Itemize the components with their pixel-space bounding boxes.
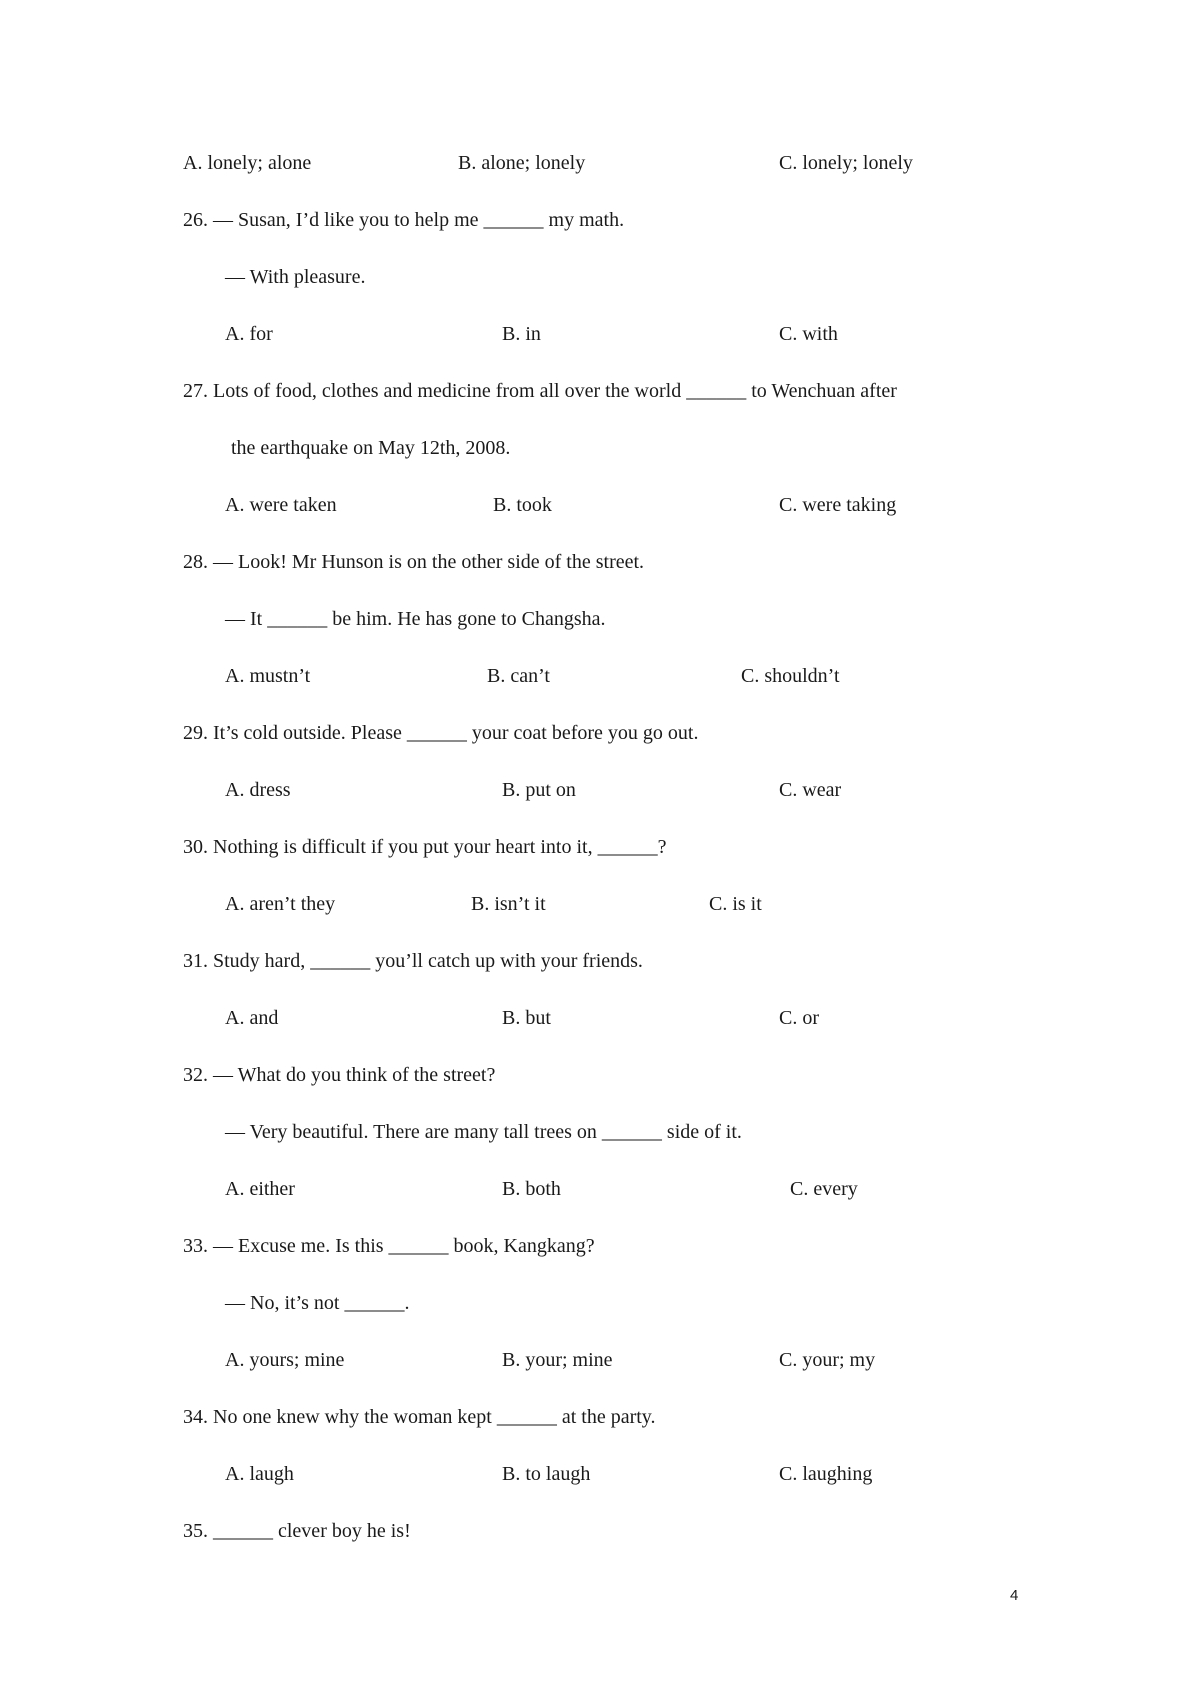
option-c: C. your; my bbox=[779, 1349, 876, 1371]
option-a: A. mustn’t bbox=[225, 665, 311, 687]
option-c: C. lonely; lonely bbox=[779, 152, 913, 174]
question-stem: 35. ______ clever boy he is! bbox=[183, 1520, 411, 1542]
option-c: C. were taking bbox=[779, 494, 897, 516]
question-stem: 28. — Look! Mr Hunson is on the other side of the street. bbox=[183, 551, 645, 573]
option-b: B. in bbox=[502, 323, 541, 345]
option-a: A. were taken bbox=[225, 494, 337, 516]
question-stem: 33. — Excuse me. Is this ______ book, Kangkang? bbox=[183, 1235, 595, 1257]
option-b: B. took bbox=[493, 494, 552, 516]
option-b: B. to laugh bbox=[502, 1463, 591, 1485]
question-reply: — With pleasure. bbox=[225, 266, 366, 288]
option-a: A. either bbox=[225, 1178, 295, 1200]
question-stem: 32. — What do you think of the street? bbox=[183, 1064, 496, 1086]
question-reply: — It ______ be him. He has gone to Changsha. bbox=[225, 608, 606, 630]
option-c: C. is it bbox=[709, 893, 762, 915]
option-a: A. laugh bbox=[225, 1463, 294, 1485]
option-b: B. both bbox=[502, 1178, 561, 1200]
question-stem: 30. Nothing is difficult if you put your heart into it, ______? bbox=[183, 836, 667, 858]
option-b: B. but bbox=[502, 1007, 551, 1029]
option-b: B. isn’t it bbox=[471, 893, 546, 915]
option-c: C. or bbox=[779, 1007, 819, 1029]
question-stem: 31. Study hard, ______ you’ll catch up with your friends. bbox=[183, 950, 643, 972]
option-a: A. dress bbox=[225, 779, 291, 801]
question-stem: 27. Lots of food, clothes and medicine from all over the world ______ to Wenchuan after bbox=[183, 380, 897, 402]
option-b: B. your; mine bbox=[502, 1349, 613, 1371]
option-a: A. for bbox=[225, 323, 273, 345]
question-stem: 34. No one knew why the woman kept ______ at the party. bbox=[183, 1406, 656, 1428]
option-a: A. yours; mine bbox=[225, 1349, 345, 1371]
option-c: C. with bbox=[779, 323, 838, 345]
option-a: A. lonely; alone bbox=[183, 152, 312, 174]
page-number: 4 bbox=[1010, 1587, 1019, 1604]
option-c: C. every bbox=[790, 1178, 858, 1200]
option-c: C. laughing bbox=[779, 1463, 873, 1485]
option-c: C. shouldn’t bbox=[741, 665, 840, 687]
question-reply: — Very beautiful. There are many tall trees on ______ side of it. bbox=[225, 1121, 742, 1143]
question-stem-continued: the earthquake on May 12th, 2008. bbox=[231, 437, 511, 459]
question-stem: 26. — Susan, I’d like you to help me ______ my math. bbox=[183, 209, 625, 231]
option-b: B. can’t bbox=[487, 665, 550, 687]
option-b: B. put on bbox=[502, 779, 576, 801]
question-reply: — No, it’s not ______. bbox=[225, 1292, 410, 1314]
question-stem: 29. It’s cold outside. Please ______ your coat before you go out. bbox=[183, 722, 699, 744]
option-a: A. aren’t they bbox=[225, 893, 336, 915]
option-b: B. alone; lonely bbox=[458, 152, 586, 174]
option-c: C. wear bbox=[779, 779, 842, 801]
option-a: A. and bbox=[225, 1007, 279, 1029]
